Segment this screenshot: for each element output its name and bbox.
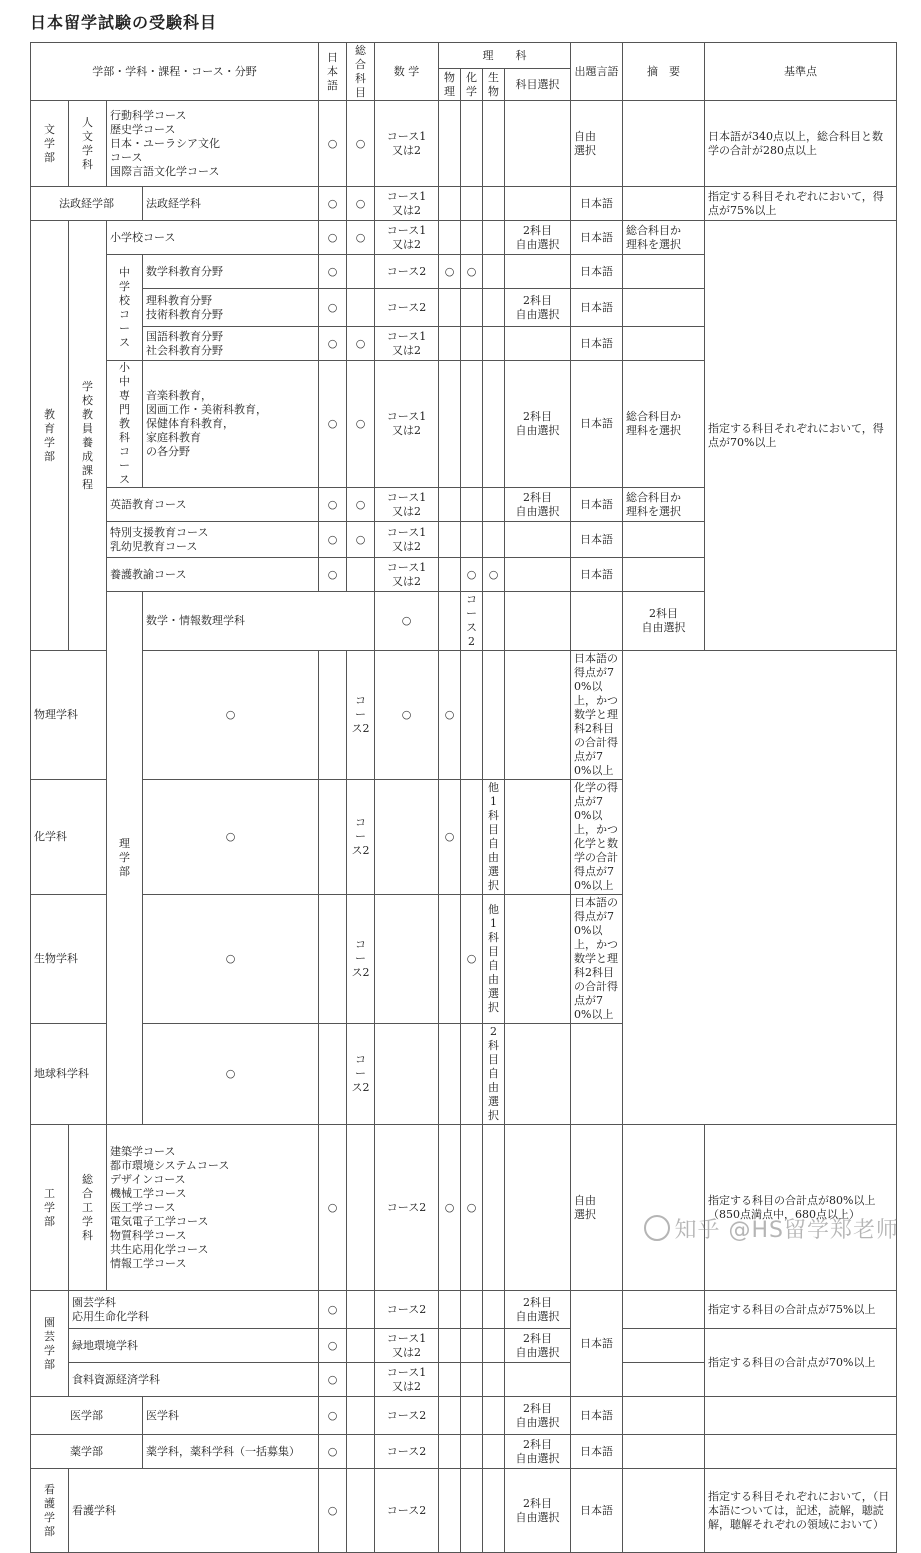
mark-cell: ○ — [347, 361, 375, 488]
faculty-cell: 法政経学部 — [31, 187, 143, 221]
table-row — [31, 1469, 897, 1553]
mark-cell: ○ — [319, 1125, 347, 1291]
mark-cell: ○ — [319, 361, 347, 488]
header-japanese: 日本語 — [319, 43, 347, 101]
criteria-cell: 日本語の得点が70%以上，かつ数学と理科2科目の合計得点が70%以上 — [571, 895, 623, 1024]
math-cell: コース1 又は2 — [375, 1329, 439, 1363]
watermark-text: 知乎 @HS留学郑老师 — [674, 1218, 899, 1243]
mark-cell: ○ — [319, 187, 347, 221]
math-cell: コース2 — [375, 1125, 439, 1291]
lang-cell: 日本語 — [571, 1291, 623, 1397]
math-cell: コース1 又は2 — [375, 187, 439, 221]
sci-select-cell: 2科目 自由選択 — [505, 1397, 571, 1435]
zhihu-logo-icon — [644, 1215, 670, 1241]
faculty-cell: 園芸学部 — [31, 1291, 69, 1397]
math-cell: コース2 — [375, 1469, 439, 1553]
mark-cell: ○ — [319, 289, 347, 327]
table-row — [31, 1435, 897, 1469]
criteria-cell: 日本語の得点が70%以上，かつ数学と理科2科目の合計得点が70%以上 — [571, 651, 623, 780]
sci-select-cell: 2科目 自由選択 — [483, 1024, 505, 1125]
criteria-cell: 指定する科目それぞれにおいて，（日本語については，記述，読解，聴読解，聴解それぞれの領域において） — [705, 1469, 897, 1553]
sci-select-cell: 2科目 自由選択 — [505, 488, 571, 522]
mark-cell: ○ — [319, 1329, 347, 1363]
mark-cell: ○ — [461, 1125, 483, 1291]
mark-cell: ○ — [375, 592, 439, 651]
sci-select-cell: 2科目 自由選択 — [505, 1291, 571, 1329]
dept-cell: 物理学科 — [31, 651, 143, 780]
lang-cell: 自由 選択 — [571, 101, 623, 187]
mark-cell: ○ — [319, 221, 347, 255]
mark-cell: ○ — [143, 895, 319, 1024]
course-cell: 特別支援教育コース 乳幼児教育コース — [107, 522, 319, 558]
mark-cell: ○ — [347, 488, 375, 522]
header-physics: 物理 — [439, 69, 461, 101]
header-chemistry: 化学 — [461, 69, 483, 101]
math-cell: コース1 又は2 — [375, 522, 439, 558]
mark-cell: ○ — [439, 1125, 461, 1291]
field-cell: 数学科教育分野 — [143, 255, 319, 289]
criteria-cell: 指定する科目の合計点が75%以上 — [705, 1291, 897, 1329]
faculty-cell: 理学部 — [107, 592, 143, 1125]
table-row — [31, 101, 897, 187]
mark-cell: ○ — [319, 1469, 347, 1553]
course-cell: 小学校コース — [107, 221, 319, 255]
dept-cell: 化学科 — [31, 780, 143, 895]
course-cell: 英語教育コース — [107, 488, 319, 522]
table-row — [31, 187, 897, 221]
dept-cell: 食料資源経済学科 — [69, 1363, 319, 1397]
math-cell: コース2 — [375, 255, 439, 289]
mark-cell: ○ — [319, 1291, 347, 1329]
table-row — [31, 780, 897, 895]
lang-cell: 日本語 — [571, 1469, 623, 1553]
field-cell: 音楽科教育， 図画工作・美術科教育， 保健体育科教育， 家庭科教育 の各分野 — [143, 361, 319, 488]
math-cell: コース2 — [347, 1024, 375, 1125]
lang-cell: 自由 選択 — [571, 1125, 623, 1291]
sci-select-cell: 2科目 自由選択 — [505, 361, 571, 488]
faculty-cell: 文学部 — [31, 101, 69, 187]
math-cell: コース1 又は2 — [375, 1363, 439, 1397]
dept-cell: 学校教員養成課程 — [69, 221, 107, 651]
course-cell: 建築学コース 都市環境システムコース デザインコース 機械工学コース 医工学コース 電気電子工学コース 物質科学コース 共生応用化学コース 情報工学コース — [107, 1125, 319, 1291]
math-cell: コース1 又は2 — [375, 361, 439, 488]
mark-cell: ○ — [143, 780, 319, 895]
table-row — [31, 1024, 897, 1125]
dept-cell: 法政経学科 — [143, 187, 319, 221]
mark-cell: ○ — [319, 522, 347, 558]
sci-select-cell: 2科目 自由選択 — [505, 221, 571, 255]
mark-cell: ○ — [483, 558, 505, 592]
course-cell: 小中専門教科コース — [107, 361, 143, 488]
table-row — [31, 651, 897, 780]
watermark — [640, 1213, 899, 1244]
math-cell: コース1 又は2 — [375, 101, 439, 187]
lang-cell: 日本語 — [571, 488, 623, 522]
lang-cell: 日本語 — [571, 1435, 623, 1469]
summary-cell: 総合科目か 理科を選択 — [623, 361, 705, 488]
dept-cell: 薬学科，薬科学科（一括募集） — [143, 1435, 319, 1469]
header-lang: 出題言語 — [571, 43, 623, 101]
math-cell: コース1 又は2 — [375, 327, 439, 361]
table-row — [31, 895, 897, 1024]
math-cell: コース2 — [375, 1435, 439, 1469]
faculty-cell: 工学部 — [31, 1125, 69, 1291]
mark-cell: ○ — [439, 651, 461, 780]
lang-cell: 日本語 — [571, 558, 623, 592]
mark-cell: ○ — [319, 1363, 347, 1397]
sci-select-cell: 2科目 自由選択 — [505, 1329, 571, 1363]
mark-cell: ○ — [375, 651, 439, 780]
math-cell: コース2 — [347, 780, 375, 895]
header-biology: 生物 — [483, 69, 505, 101]
lang-cell: 日本語 — [571, 1397, 623, 1435]
mark-cell: ○ — [439, 780, 461, 895]
math-cell: コース2 — [347, 895, 375, 1024]
dept-cell: 生物学科 — [31, 895, 143, 1024]
dept-cell: 地球科学科 — [31, 1024, 143, 1125]
dept-cell: 緑地環境学科 — [69, 1329, 319, 1363]
criteria-cell: 指定する科目それぞれにおいて，得点が70%以上 — [705, 221, 897, 651]
faculty-cell: 看護学部 — [31, 1469, 69, 1553]
mark-cell: ○ — [347, 522, 375, 558]
lang-cell: 日本語 — [571, 221, 623, 255]
table-row — [31, 1291, 897, 1329]
header-criteria: 基準点 — [705, 43, 897, 101]
table-row — [31, 1125, 897, 1291]
header-science: 理 科 — [439, 43, 571, 69]
mark-cell: ○ — [319, 558, 347, 592]
math-cell: コース2 — [461, 592, 483, 651]
criteria-cell: 化学の得点が70%以上，かつ化学と数学の合計得点が70%以上 — [571, 780, 623, 895]
mark-cell: ○ — [319, 1435, 347, 1469]
lang-cell: 日本語 — [571, 187, 623, 221]
mark-cell: ○ — [347, 101, 375, 187]
header-dept: 学部・学科・課程・コース・分野 — [31, 43, 319, 101]
mark-cell: ○ — [319, 327, 347, 361]
course-cell: 中学校コース — [107, 255, 143, 361]
dept-cell: 人文学科 — [69, 101, 107, 187]
lang-cell: 日本語 — [571, 289, 623, 327]
dept-cell: 看護学科 — [69, 1469, 319, 1553]
header-sci-select: 科目選択 — [505, 69, 571, 101]
table-row — [31, 221, 897, 255]
sci-select-cell: 2科目 自由選択 — [505, 1469, 571, 1553]
dept-cell: 総合工学科 — [69, 1125, 107, 1291]
sci-select-cell: 2科目 自由選択 — [505, 289, 571, 327]
page-title: 日本留学試験の受験科目 — [30, 13, 218, 32]
mark-cell: ○ — [319, 101, 347, 187]
dept-cell: 医学科 — [143, 1397, 319, 1435]
course-cell: 養護教諭コース — [107, 558, 319, 592]
header-math: 数 学 — [375, 43, 439, 101]
dept-cell: 数学・情報数理学科 — [143, 592, 375, 651]
sci-select-cell: 他1科目 自由選択 — [483, 780, 505, 895]
field-cell: 理科教育分野 技術科教育分野 — [143, 289, 319, 327]
math-cell: コース2 — [375, 289, 439, 327]
mark-cell: ○ — [347, 187, 375, 221]
math-cell: コース1 又は2 — [375, 221, 439, 255]
sci-select-cell: 2科目 自由選択 — [623, 592, 705, 651]
mark-cell: ○ — [143, 1024, 319, 1125]
sci-select-cell: 2科目 自由選択 — [505, 1435, 571, 1469]
table-row — [31, 1329, 897, 1363]
mark-cell: ○ — [319, 488, 347, 522]
lang-cell: 日本語 — [571, 255, 623, 289]
criteria-cell: 指定する科目の合計点が70%以上 — [705, 1329, 897, 1397]
mark-cell: ○ — [461, 558, 483, 592]
lang-cell: 日本語 — [571, 361, 623, 488]
dept-cell: 園芸学科 応用生命化学科 — [69, 1291, 319, 1329]
exam-subject-table — [30, 42, 897, 1553]
math-cell: コース2 — [375, 1291, 439, 1329]
math-cell: コース2 — [347, 651, 375, 780]
header-summary: 摘 要 — [623, 43, 705, 101]
header-sogo: 総合科目 — [347, 43, 375, 101]
faculty-cell: 教育学部 — [31, 221, 69, 651]
course-cell: 行動科学コース 歴史学コース 日本・ユーラシア文化 コース 国際言語文化学コース — [107, 101, 319, 187]
mark-cell: ○ — [347, 327, 375, 361]
sci-select-cell: 他1科目 自由選択 — [483, 895, 505, 1024]
mark-cell: ○ — [319, 255, 347, 289]
math-cell: コース2 — [375, 1397, 439, 1435]
mark-cell: ○ — [347, 221, 375, 255]
mark-cell: ○ — [319, 1397, 347, 1435]
math-cell: コース1 又は2 — [375, 488, 439, 522]
mark-cell: ○ — [461, 895, 483, 1024]
summary-cell: 総合科目か 理科を選択 — [623, 488, 705, 522]
mark-cell: ○ — [461, 255, 483, 289]
faculty-cell: 医学部 — [31, 1397, 143, 1435]
field-cell: 国語科教育分野 社会科教育分野 — [143, 327, 319, 361]
criteria-cell: 指定する科目それぞれにおいて，得点が75%以上 — [705, 187, 897, 221]
lang-cell: 日本語 — [571, 522, 623, 558]
math-cell: コース1 又は2 — [375, 558, 439, 592]
criteria-cell: 指定する科目の合計点が80%以上（850点満点中，680点以上） — [705, 1125, 897, 1291]
criteria-cell: 日本語が340点以上，総合科目と数学の合計が280点以上 — [705, 101, 897, 187]
lang-cell: 日本語 — [571, 327, 623, 361]
faculty-cell: 薬学部 — [31, 1435, 143, 1469]
summary-cell: 総合科目か 理科を選択 — [623, 221, 705, 255]
mark-cell: ○ — [439, 255, 461, 289]
mark-cell: ○ — [143, 651, 319, 780]
table-row — [31, 1397, 897, 1435]
